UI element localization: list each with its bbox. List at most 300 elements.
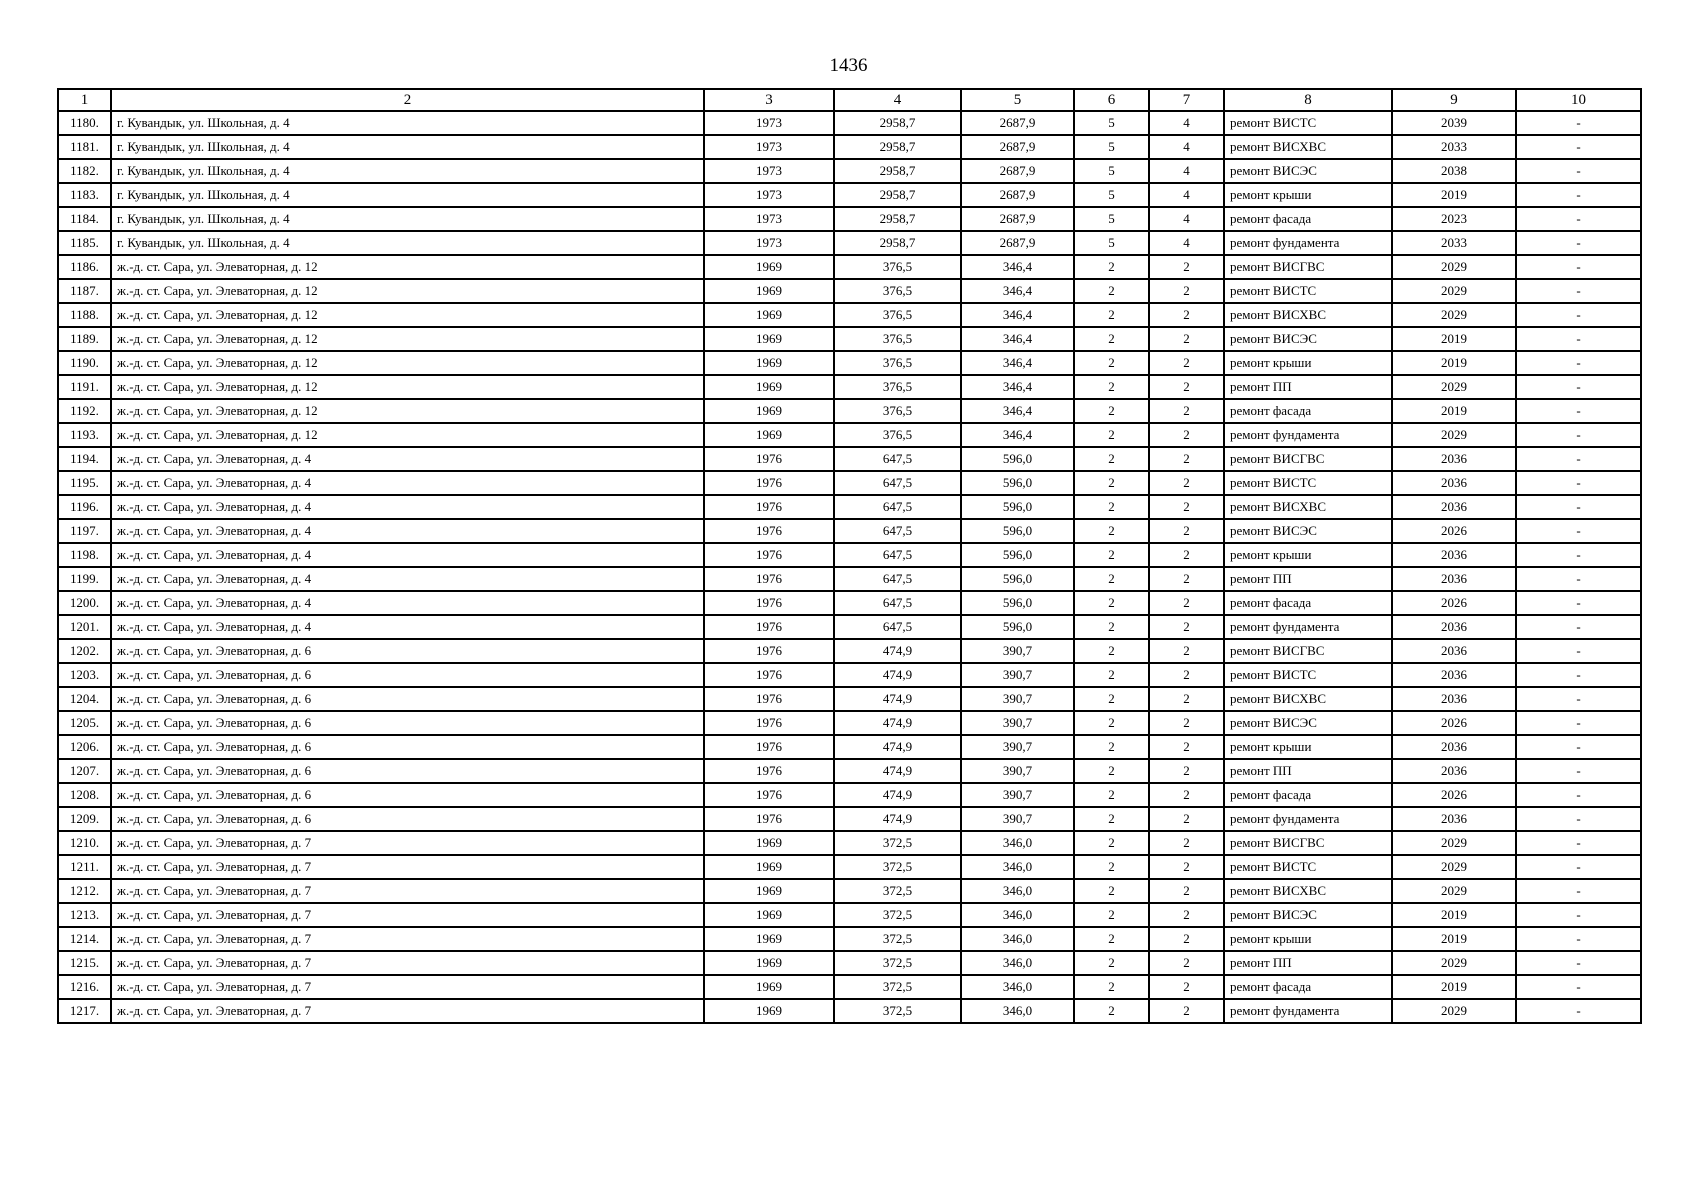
entrances-cell: 4 [1149,111,1224,135]
row-number: 1210. [58,831,111,855]
floors-cell: 5 [1074,135,1149,159]
entrances-cell: 2 [1149,903,1224,927]
row-number: 1216. [58,975,111,999]
floors-cell: 2 [1074,711,1149,735]
note-cell: - [1516,351,1641,375]
planned-year-cell: 2019 [1392,927,1516,951]
address-cell: ж.-д. ст. Сара, ул. Элеваторная, д. 12 [111,327,704,351]
note-cell: - [1516,375,1641,399]
total-area-cell: 474,9 [834,639,961,663]
address-cell: ж.-д. ст. Сара, ул. Элеваторная, д. 4 [111,447,704,471]
entrances-cell: 4 [1149,207,1224,231]
row-number: 1192. [58,399,111,423]
work-type-cell: ремонт ПП [1224,375,1392,399]
year-cell: 1976 [704,471,834,495]
work-type-cell: ремонт ВИСЭС [1224,711,1392,735]
work-type-cell: ремонт ВИСЭС [1224,519,1392,543]
total-area-cell: 647,5 [834,543,961,567]
year-cell: 1969 [704,999,834,1023]
planned-year-cell: 2026 [1392,591,1516,615]
note-cell: - [1516,879,1641,903]
entrances-cell: 2 [1149,879,1224,903]
column-header: 7 [1149,89,1224,111]
year-cell: 1969 [704,879,834,903]
living-area-cell: 346,4 [961,279,1074,303]
total-area-cell: 376,5 [834,375,961,399]
living-area-cell: 346,0 [961,831,1074,855]
work-type-cell: ремонт фундамента [1224,615,1392,639]
work-type-cell: ремонт ВИСГВС [1224,831,1392,855]
work-type-cell: ремонт фасада [1224,207,1392,231]
planned-year-cell: 2019 [1392,903,1516,927]
total-area-cell: 474,9 [834,735,961,759]
entrances-cell: 2 [1149,399,1224,423]
year-cell: 1969 [704,303,834,327]
note-cell: - [1516,495,1641,519]
column-header: 10 [1516,89,1641,111]
floors-cell: 2 [1074,807,1149,831]
row-number: 1188. [58,303,111,327]
address-cell: ж.-д. ст. Сара, ул. Элеваторная, д. 7 [111,879,704,903]
planned-year-cell: 2039 [1392,111,1516,135]
entrances-cell: 2 [1149,471,1224,495]
column-header: 4 [834,89,961,111]
total-area-cell: 474,9 [834,687,961,711]
row-number: 1199. [58,567,111,591]
row-number: 1203. [58,663,111,687]
total-area-cell: 2958,7 [834,135,961,159]
total-area-cell: 376,5 [834,423,961,447]
total-area-cell: 474,9 [834,783,961,807]
note-cell: - [1516,159,1641,183]
planned-year-cell: 2026 [1392,783,1516,807]
work-type-cell: ремонт ВИСТС [1224,279,1392,303]
table-row [58,903,1641,927]
year-cell: 1976 [704,543,834,567]
total-area-cell: 2958,7 [834,111,961,135]
living-area-cell: 390,7 [961,735,1074,759]
floors-cell: 2 [1074,567,1149,591]
planned-year-cell: 2036 [1392,615,1516,639]
floors-cell: 2 [1074,639,1149,663]
address-cell: ж.-д. ст. Сара, ул. Элеваторная, д. 6 [111,735,704,759]
entrances-cell: 2 [1149,711,1224,735]
year-cell: 1976 [704,759,834,783]
note-cell: - [1516,447,1641,471]
work-type-cell: ремонт крыши [1224,183,1392,207]
row-number: 1200. [58,591,111,615]
entrances-cell: 2 [1149,639,1224,663]
table-row [58,951,1641,975]
entrances-cell: 2 [1149,543,1224,567]
floors-cell: 2 [1074,855,1149,879]
address-cell: ж.-д. ст. Сара, ул. Элеваторная, д. 7 [111,831,704,855]
entrances-cell: 2 [1149,663,1224,687]
work-type-cell: ремонт фасада [1224,783,1392,807]
entrances-cell: 4 [1149,159,1224,183]
row-number: 1214. [58,927,111,951]
floors-cell: 5 [1074,159,1149,183]
note-cell: - [1516,663,1641,687]
address-cell: ж.-д. ст. Сара, ул. Элеваторная, д. 6 [111,663,704,687]
row-number: 1208. [58,783,111,807]
entrances-cell: 4 [1149,135,1224,159]
row-number: 1198. [58,543,111,567]
work-type-cell: ремонт ВИСТС [1224,855,1392,879]
address-cell: ж.-д. ст. Сара, ул. Элеваторная, д. 4 [111,543,704,567]
living-area-cell: 346,0 [961,927,1074,951]
floors-cell: 2 [1074,735,1149,759]
floors-cell: 2 [1074,255,1149,279]
table-row [58,543,1641,567]
year-cell: 1969 [704,903,834,927]
row-number: 1207. [58,759,111,783]
planned-year-cell: 2029 [1392,255,1516,279]
work-type-cell: ремонт фасада [1224,591,1392,615]
planned-year-cell: 2019 [1392,399,1516,423]
total-area-cell: 372,5 [834,879,961,903]
address-cell: ж.-д. ст. Сара, ул. Элеваторная, д. 12 [111,303,704,327]
column-header: 2 [111,89,704,111]
planned-year-cell: 2023 [1392,207,1516,231]
row-number: 1191. [58,375,111,399]
entrances-cell: 2 [1149,375,1224,399]
table-body [58,111,1641,1023]
floors-cell: 2 [1074,519,1149,543]
note-cell: - [1516,255,1641,279]
floors-cell: 2 [1074,279,1149,303]
year-cell: 1969 [704,975,834,999]
year-cell: 1973 [704,159,834,183]
planned-year-cell: 2029 [1392,375,1516,399]
living-area-cell: 596,0 [961,543,1074,567]
floors-cell: 2 [1074,591,1149,615]
total-area-cell: 647,5 [834,591,961,615]
year-cell: 1969 [704,423,834,447]
address-cell: ж.-д. ст. Сара, ул. Элеваторная, д. 4 [111,591,704,615]
note-cell: - [1516,327,1641,351]
planned-year-cell: 2036 [1392,807,1516,831]
total-area-cell: 2958,7 [834,207,961,231]
entrances-cell: 2 [1149,303,1224,327]
work-type-cell: ремонт ВИСГВС [1224,639,1392,663]
table-row [58,567,1641,591]
address-cell: г. Кувандык, ул. Школьная, д. 4 [111,159,704,183]
address-cell: ж.-д. ст. Сара, ул. Элеваторная, д. 6 [111,639,704,663]
note-cell: - [1516,999,1641,1023]
planned-year-cell: 2036 [1392,759,1516,783]
row-number: 1194. [58,447,111,471]
total-area-cell: 647,5 [834,447,961,471]
planned-year-cell: 2019 [1392,975,1516,999]
total-area-cell: 376,5 [834,303,961,327]
work-type-cell: ремонт ВИСТС [1224,471,1392,495]
year-cell: 1969 [704,855,834,879]
floors-cell: 2 [1074,303,1149,327]
living-area-cell: 596,0 [961,471,1074,495]
table-row [58,831,1641,855]
planned-year-cell: 2033 [1392,135,1516,159]
total-area-cell: 2958,7 [834,183,961,207]
entrances-cell: 2 [1149,831,1224,855]
floors-cell: 2 [1074,927,1149,951]
note-cell: - [1516,807,1641,831]
entrances-cell: 2 [1149,567,1224,591]
table-row [58,735,1641,759]
planned-year-cell: 2026 [1392,711,1516,735]
floors-cell: 5 [1074,111,1149,135]
note-cell: - [1516,231,1641,255]
floors-cell: 2 [1074,399,1149,423]
planned-year-cell: 2036 [1392,447,1516,471]
living-area-cell: 346,4 [961,327,1074,351]
work-type-cell: ремонт ВИСХВС [1224,687,1392,711]
table-row [58,231,1641,255]
floors-cell: 2 [1074,351,1149,375]
note-cell: - [1516,567,1641,591]
work-type-cell: ремонт крыши [1224,735,1392,759]
address-cell: ж.-д. ст. Сара, ул. Элеваторная, д. 4 [111,519,704,543]
total-area-cell: 647,5 [834,495,961,519]
entrances-cell: 2 [1149,783,1224,807]
entrances-cell: 2 [1149,615,1224,639]
living-area-cell: 390,7 [961,663,1074,687]
planned-year-cell: 2038 [1392,159,1516,183]
work-type-cell: ремонт фундамента [1224,999,1392,1023]
row-number: 1209. [58,807,111,831]
living-area-cell: 346,4 [961,303,1074,327]
planned-year-cell: 2029 [1392,303,1516,327]
row-number: 1213. [58,903,111,927]
total-area-cell: 372,5 [834,927,961,951]
column-header: 5 [961,89,1074,111]
row-number: 1205. [58,711,111,735]
entrances-cell: 2 [1149,327,1224,351]
column-header: 6 [1074,89,1149,111]
planned-year-cell: 2029 [1392,999,1516,1023]
planned-year-cell: 2029 [1392,855,1516,879]
work-type-cell: ремонт фасада [1224,399,1392,423]
table-row [58,591,1641,615]
work-type-cell: ремонт фундамента [1224,807,1392,831]
total-area-cell: 376,5 [834,327,961,351]
planned-year-cell: 2019 [1392,327,1516,351]
table-row [58,711,1641,735]
note-cell: - [1516,855,1641,879]
table-row [58,207,1641,231]
address-cell: ж.-д. ст. Сара, ул. Элеваторная, д. 4 [111,567,704,591]
note-cell: - [1516,471,1641,495]
year-cell: 1976 [704,447,834,471]
living-area-cell: 596,0 [961,495,1074,519]
page-number: 1436 [829,55,868,76]
year-cell: 1969 [704,351,834,375]
column-header: 8 [1224,89,1392,111]
column-header: 9 [1392,89,1516,111]
table-row [58,975,1641,999]
note-cell: - [1516,759,1641,783]
year-cell: 1973 [704,231,834,255]
row-number: 1186. [58,255,111,279]
table-row [58,663,1641,687]
floors-cell: 2 [1074,615,1149,639]
living-area-cell: 2687,9 [961,111,1074,135]
row-number: 1196. [58,495,111,519]
planned-year-cell: 2019 [1392,351,1516,375]
entrances-cell: 2 [1149,807,1224,831]
address-cell: ж.-д. ст. Сара, ул. Элеваторная, д. 6 [111,711,704,735]
row-number: 1197. [58,519,111,543]
planned-year-cell: 2029 [1392,423,1516,447]
living-area-cell: 346,4 [961,423,1074,447]
note-cell: - [1516,279,1641,303]
total-area-cell: 2958,7 [834,159,961,183]
address-cell: ж.-д. ст. Сара, ул. Элеваторная, д. 4 [111,471,704,495]
note-cell: - [1516,735,1641,759]
living-area-cell: 596,0 [961,591,1074,615]
work-type-cell: ремонт фундамента [1224,231,1392,255]
table-row [58,135,1641,159]
living-area-cell: 390,7 [961,783,1074,807]
living-area-cell: 346,4 [961,255,1074,279]
note-cell: - [1516,975,1641,999]
living-area-cell: 346,0 [961,903,1074,927]
table-row [58,183,1641,207]
planned-year-cell: 2036 [1392,567,1516,591]
entrances-cell: 2 [1149,951,1224,975]
living-area-cell: 596,0 [961,519,1074,543]
row-number: 1195. [58,471,111,495]
living-area-cell: 390,7 [961,687,1074,711]
year-cell: 1973 [704,207,834,231]
living-area-cell: 390,7 [961,759,1074,783]
address-cell: ж.-д. ст. Сара, ул. Элеваторная, д. 7 [111,903,704,927]
row-number: 1204. [58,687,111,711]
address-cell: ж.-д. ст. Сара, ул. Элеваторная, д. 12 [111,399,704,423]
table-row [58,111,1641,135]
year-cell: 1976 [704,687,834,711]
year-cell: 1969 [704,327,834,351]
row-number: 1185. [58,231,111,255]
entrances-cell: 4 [1149,183,1224,207]
row-number: 1189. [58,327,111,351]
address-cell: ж.-д. ст. Сара, ул. Элеваторная, д. 7 [111,999,704,1023]
planned-year-cell: 2036 [1392,639,1516,663]
table-row [58,783,1641,807]
work-type-cell: ремонт ВИСХВС [1224,135,1392,159]
note-cell: - [1516,903,1641,927]
year-cell: 1973 [704,135,834,159]
floors-cell: 2 [1074,375,1149,399]
living-area-cell: 346,0 [961,855,1074,879]
entrances-cell: 2 [1149,255,1224,279]
row-number: 1202. [58,639,111,663]
planned-year-cell: 2029 [1392,831,1516,855]
work-type-cell: ремонт ПП [1224,567,1392,591]
year-cell: 1976 [704,663,834,687]
address-cell: ж.-д. ст. Сара, ул. Элеваторная, д. 4 [111,615,704,639]
table-row [58,159,1641,183]
living-area-cell: 390,7 [961,639,1074,663]
entrances-cell: 2 [1149,423,1224,447]
floors-cell: 2 [1074,879,1149,903]
floors-cell: 2 [1074,999,1149,1023]
planned-year-cell: 2036 [1392,735,1516,759]
header-row [58,89,1641,111]
total-area-cell: 647,5 [834,615,961,639]
work-type-cell: ремонт фундамента [1224,423,1392,447]
row-number: 1182. [58,159,111,183]
year-cell: 1976 [704,735,834,759]
living-area-cell: 346,4 [961,351,1074,375]
living-area-cell: 346,4 [961,399,1074,423]
address-cell: г. Кувандык, ул. Школьная, д. 4 [111,207,704,231]
living-area-cell: 2687,9 [961,159,1074,183]
planned-year-cell: 2019 [1392,183,1516,207]
planned-year-cell: 2036 [1392,471,1516,495]
entrances-cell: 2 [1149,447,1224,471]
table-row [58,759,1641,783]
total-area-cell: 372,5 [834,951,961,975]
work-type-cell: ремонт крыши [1224,543,1392,567]
year-cell: 1976 [704,711,834,735]
note-cell: - [1516,591,1641,615]
floors-cell: 2 [1074,687,1149,711]
table-row [58,327,1641,351]
repair-schedule-table [57,88,1642,1024]
entrances-cell: 2 [1149,975,1224,999]
living-area-cell: 346,4 [961,375,1074,399]
total-area-cell: 372,5 [834,975,961,999]
address-cell: ж.-д. ст. Сара, ул. Элеваторная, д. 6 [111,807,704,831]
note-cell: - [1516,543,1641,567]
entrances-cell: 2 [1149,687,1224,711]
planned-year-cell: 2029 [1392,279,1516,303]
year-cell: 1969 [704,831,834,855]
planned-year-cell: 2029 [1392,879,1516,903]
living-area-cell: 2687,9 [961,183,1074,207]
table-row [58,495,1641,519]
floors-cell: 2 [1074,447,1149,471]
note-cell: - [1516,951,1641,975]
entrances-cell: 2 [1149,519,1224,543]
year-cell: 1976 [704,591,834,615]
total-area-cell: 647,5 [834,471,961,495]
address-cell: ж.-д. ст. Сара, ул. Элеваторная, д. 7 [111,927,704,951]
note-cell: - [1516,831,1641,855]
address-cell: ж.-д. ст. Сара, ул. Элеваторная, д. 7 [111,855,704,879]
total-area-cell: 376,5 [834,255,961,279]
year-cell: 1969 [704,927,834,951]
floors-cell: 5 [1074,231,1149,255]
row-number: 1187. [58,279,111,303]
address-cell: г. Кувандык, ул. Школьная, д. 4 [111,183,704,207]
year-cell: 1969 [704,951,834,975]
total-area-cell: 647,5 [834,519,961,543]
note-cell: - [1516,639,1641,663]
living-area-cell: 346,0 [961,975,1074,999]
table-row [58,471,1641,495]
floors-cell: 2 [1074,831,1149,855]
total-area-cell: 376,5 [834,279,961,303]
year-cell: 1973 [704,111,834,135]
table-row [58,303,1641,327]
living-area-cell: 346,0 [961,999,1074,1023]
year-cell: 1969 [704,255,834,279]
floors-cell: 2 [1074,471,1149,495]
entrances-cell: 2 [1149,591,1224,615]
year-cell: 1976 [704,807,834,831]
